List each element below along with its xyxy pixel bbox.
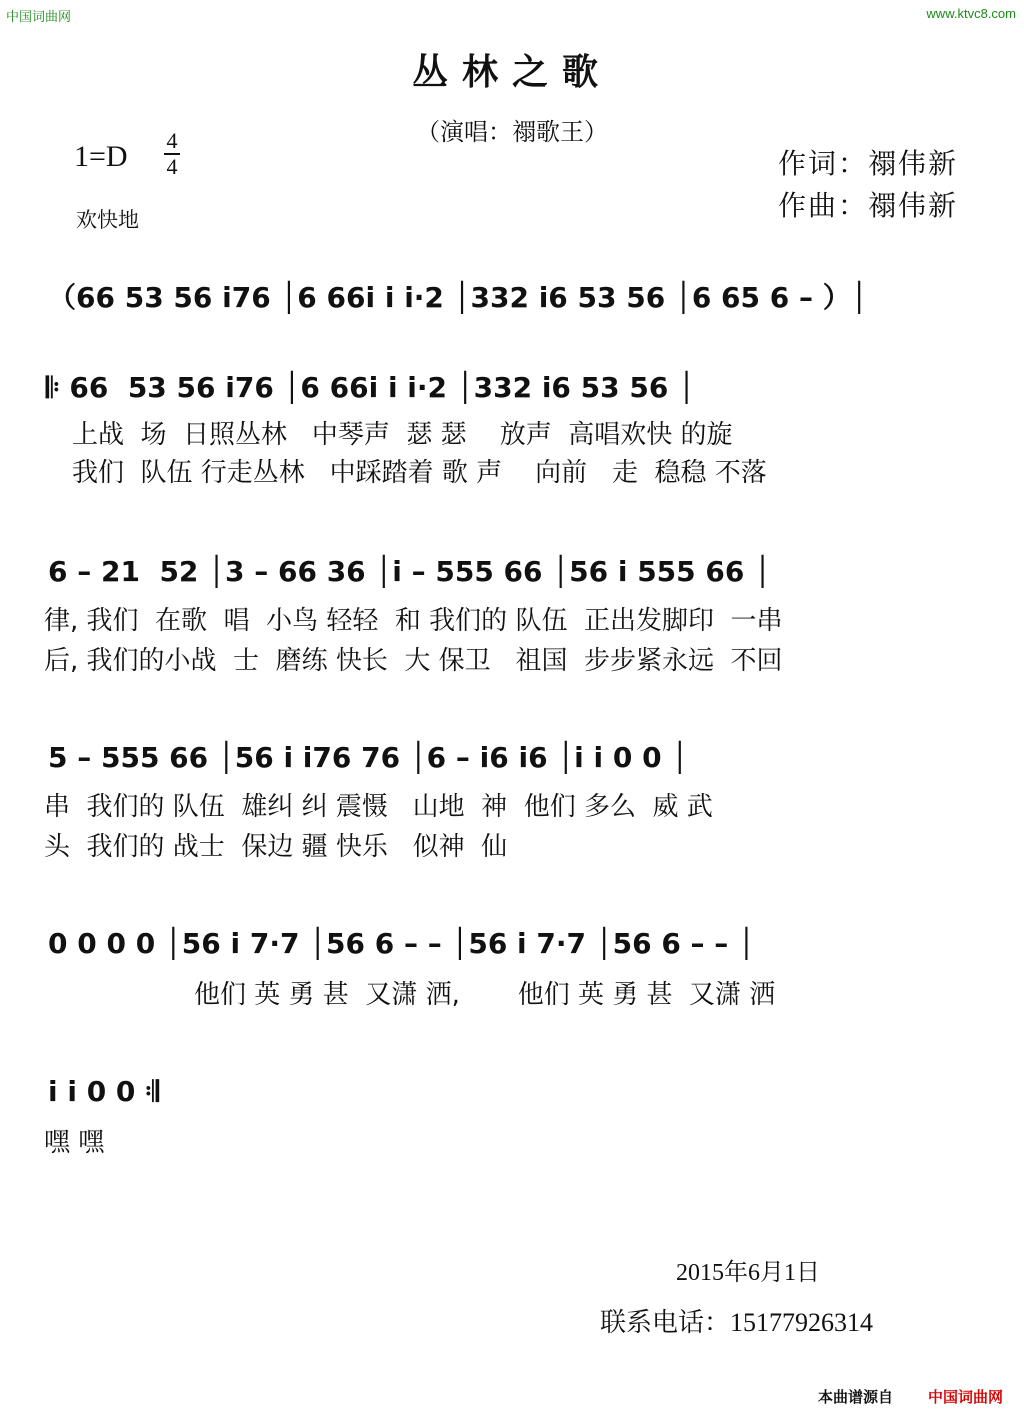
key-signature: 1=D <box>74 140 128 173</box>
time-signature-bottom: 4 <box>166 154 178 179</box>
line3-lyrics-verse2: 头 我们的 战士 保边 疆 快乐 似神 仙 <box>44 832 508 862</box>
line2-lyrics-verse2: 后, 我们的小战 士 磨练 快长 大 保卫 祖国 步步紧永远 不回 <box>44 646 783 676</box>
watermark-top-left: 中国词曲网 <box>6 9 72 24</box>
contact-phone: 联系电话：15177926314 <box>600 1308 874 1337</box>
watermark-bottom-right: 中国词曲网 <box>928 1389 1004 1406</box>
line5-lyrics-verse1: 嘿 嘿 <box>44 1128 105 1158</box>
composition-date: 2015年6月1日 <box>676 1260 820 1286</box>
line2-lyrics-verse1: 律, 我们 在歌 唱 小鸟 轻轻 和 我们的 队伍 正出发脚印 一串 <box>44 606 783 636</box>
singer-credit: （演唱：禤歌王） <box>416 118 608 146</box>
tempo-marking: 欢快地 <box>76 208 139 232</box>
song-title: 丛林之歌 <box>411 52 612 93</box>
watermark-top-right: www.ktvc8.com <box>926 6 1016 21</box>
time-signature-top: 4 <box>166 128 178 153</box>
line1-lyrics-verse1: 上战 场 日照丛林 中琴声 瑟 瑟 放声 高唱欢快 的旋 <box>72 420 733 450</box>
line2-notes: 6 – 21 52 │3 – 66 36 │i – 555 66 │56 i 555 66 │ <box>48 555 771 588</box>
time-signature <box>164 130 180 178</box>
lyricist-credit: 作词：禤伟新 <box>778 147 959 180</box>
line5-notes: i i 0 0 𝄇 <box>48 1075 159 1108</box>
intro-notes: （66 53 56 i76 │6 66i i i·2 │332 i6 53 56 │6 65 6 – ）│ <box>48 281 868 314</box>
line3-notes: 5 – 555 66 │56 i i76 76 │6 – i6 i6 │i i 0 0 │ <box>48 741 689 774</box>
watermark-bottom-left: 本曲谱源自 <box>818 1389 894 1406</box>
line3-lyrics-verse1: 串 我们的 队伍 雄纠 纠 震慑 山地 神 他们 多么 威 武 <box>44 792 713 822</box>
line1-lyrics-verse2: 我们 队伍 行走丛林 中踩踏着 歌 声 向前 走 稳稳 不落 <box>72 458 767 488</box>
line1-notes: 𝄆 66 53 56 i76 │6 66i i i·2 │332 i6 53 56 │ <box>46 371 695 404</box>
composer-credit: 作曲：禤伟新 <box>778 189 959 222</box>
line4-notes: 0 0 0 0 │56 i 7·7 │56 6 – – │56 i 7·7 │56 6 – – │ <box>48 927 755 960</box>
line4-lyrics-verse1: 他们 英 勇 甚 又潇 洒, 他们 英 勇 甚 又潇 洒 <box>194 980 776 1010</box>
